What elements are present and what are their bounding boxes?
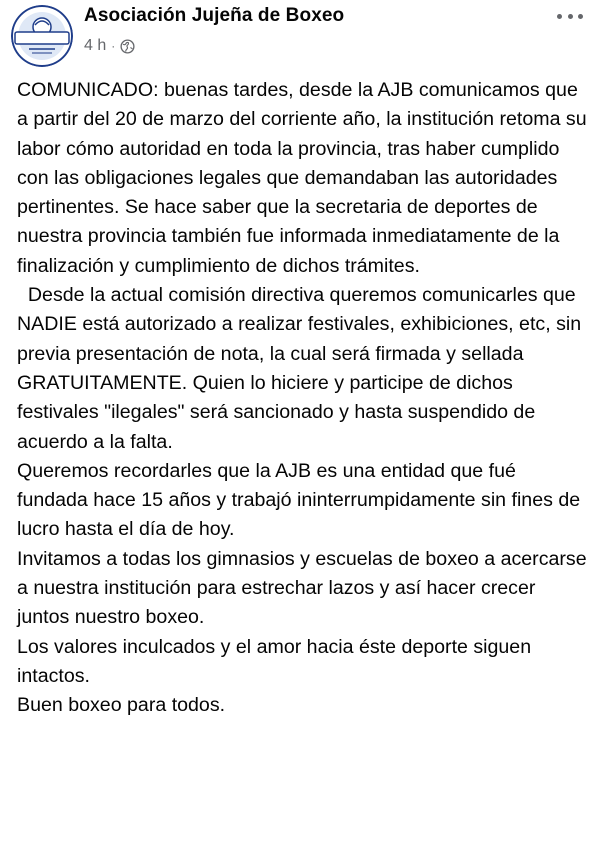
more-options-icon — [557, 14, 562, 19]
page-name-link[interactable]: Asociación Jujeña de Boxeo — [84, 5, 345, 26]
post-meta — [84, 37, 135, 55]
globe-icon[interactable] — [120, 39, 135, 54]
more-options-icon — [578, 14, 583, 19]
post-paragraph: COMUNICADO: buenas tardes, desde la AJB comunicamos que a partir del 20 de marzo del corriente año, la institución retoma su labor cómo autoridad en toda la provincia, tras haber cumplido con las obligaciones legales que demandaban las autoridades pertinentes. Se hace saber que la secretaria de deportes de nuestra provincia también fue informada inmediatamente de la finalización y cumplimiento de dichos trámites. — [17, 79, 593, 277]
post-paragraph: Invitamos a todas los gimnasios y escuelas de boxeo a acercarse a nuestra institución para estrechar lazos y así hacer crecer juntos nuestro boxeo. — [17, 547, 593, 629]
post-text — [17, 76, 593, 721]
avatar[interactable] — [11, 5, 73, 67]
post-header — [0, 0, 600, 66]
post-paragraph: Desde la actual comisión directiva queremos comunicarles que NADIE está autorizado a realizar festivales, exhibiciones, etc, sin previa presentación de nota, la cual será firmada y sellada GRATUITAMENTE. Quien lo hiciere y participe de dichos festivales "ilegales" será sancionado y hasta suspendido de acuerdo a la falta. — [17, 284, 587, 453]
meta-separator: · — [111, 39, 116, 53]
more-options-icon — [568, 14, 573, 19]
more-options-button[interactable] — [557, 10, 583, 22]
post-paragraph: Buen boxeo para todos. — [17, 694, 226, 717]
post-timestamp[interactable]: 4 h — [84, 37, 107, 54]
post-paragraph: Queremos recordarles que la AJB es una entidad que fué fundada hace 15 años y trabajó ininterrumpidamente sin fines de lucro hasta el día de hoy. — [17, 459, 586, 541]
miranda-logo-icon — [11, 5, 73, 67]
post-paragraph: Los valores inculcados y el amor hacia éste deporte siguen intactos. — [17, 635, 537, 687]
